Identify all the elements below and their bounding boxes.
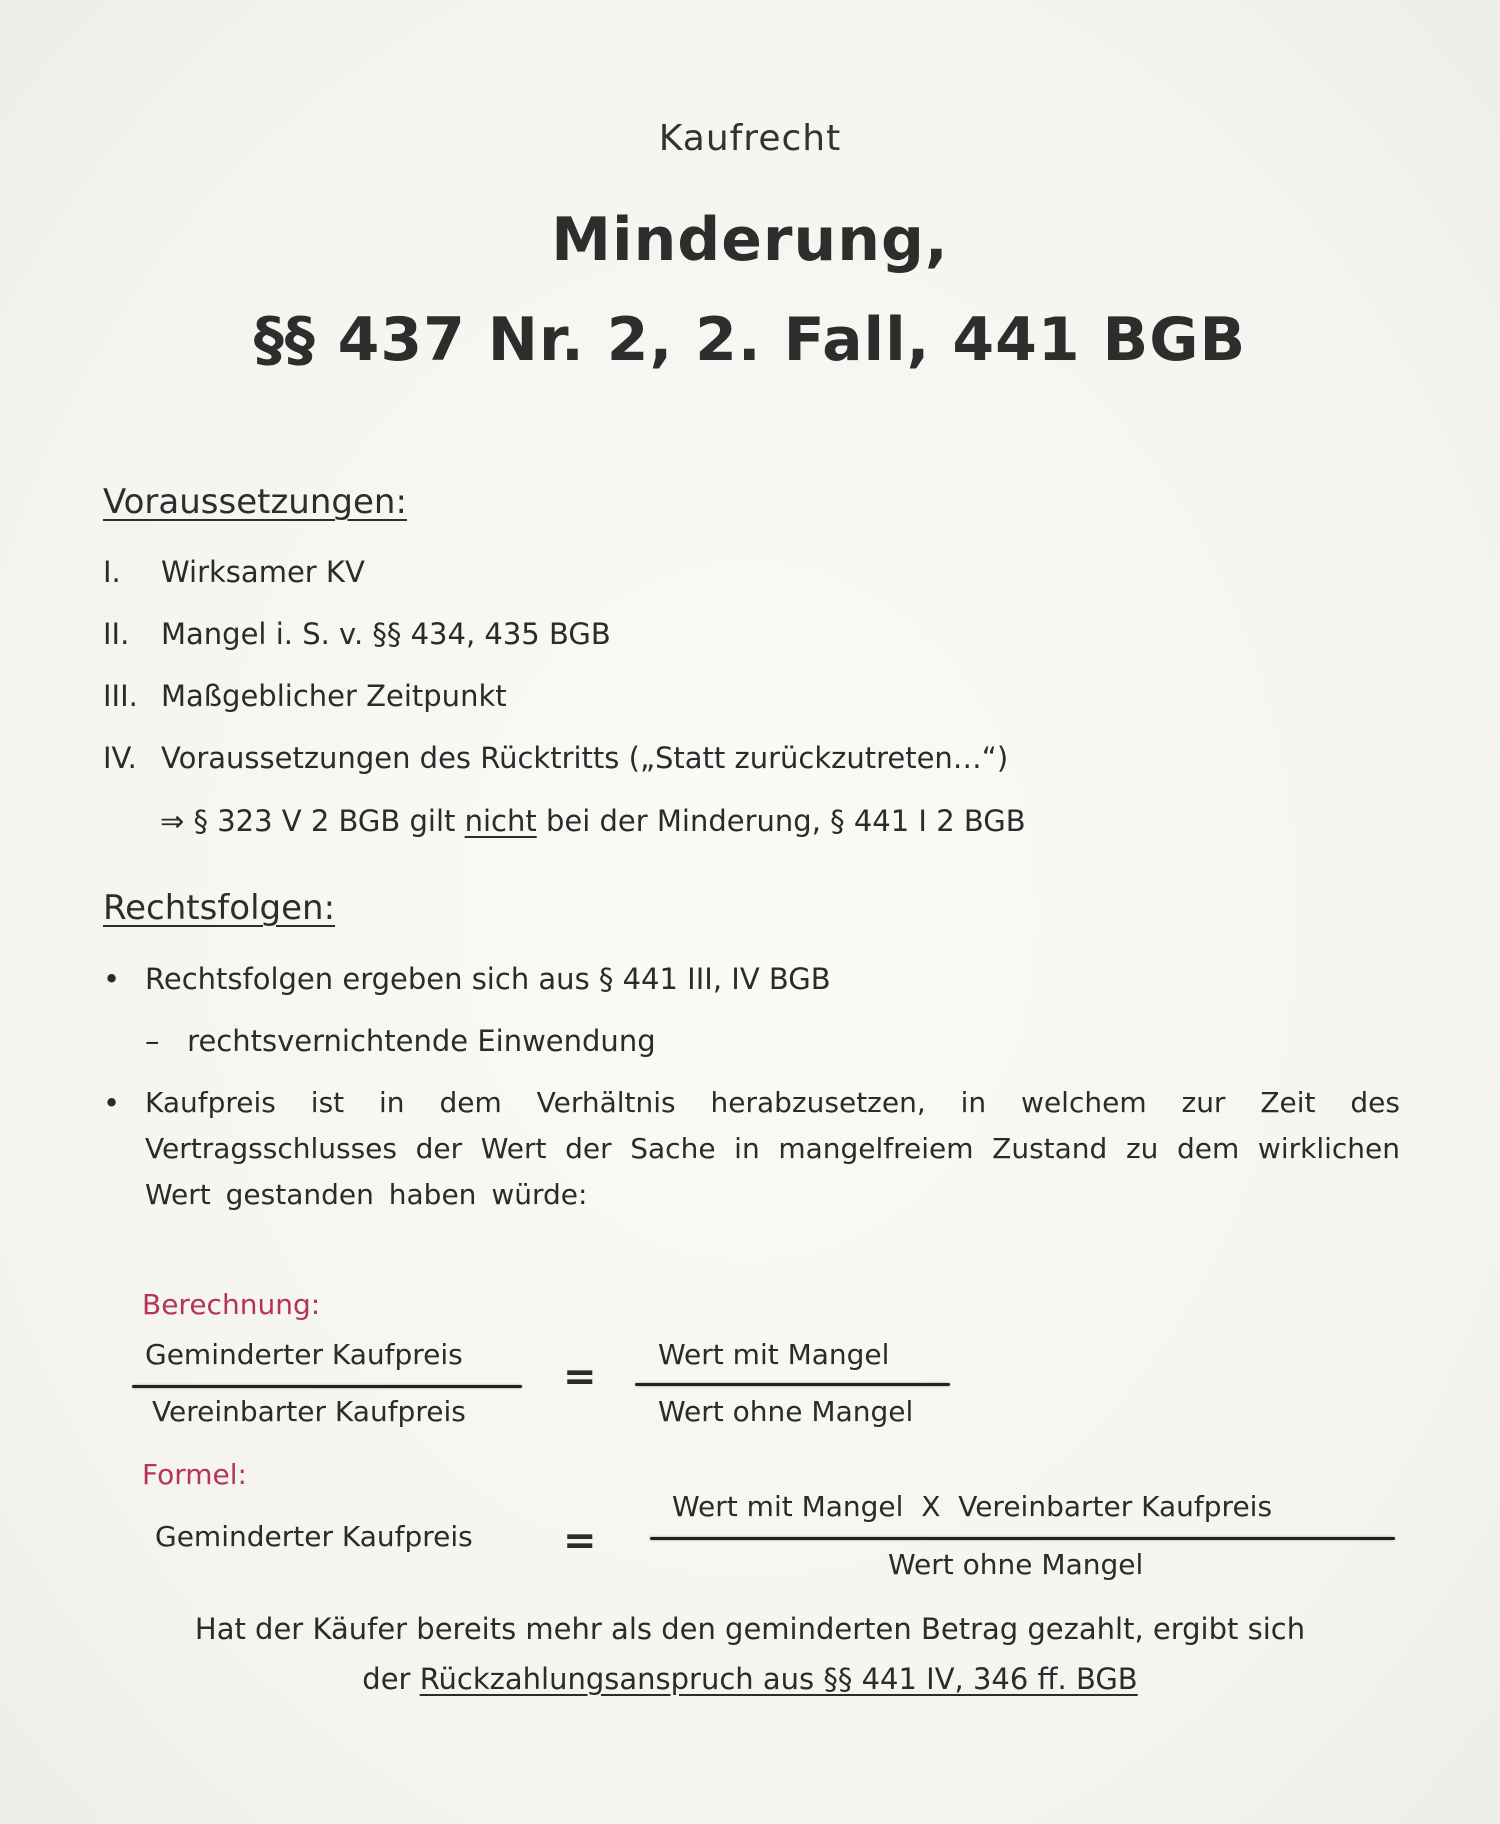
item-number: II. [103, 617, 130, 651]
voraussetzungen-heading: Voraussetzungen: [103, 482, 407, 522]
fraction-left-denominator: Vereinbarter Kaufpreis [152, 1395, 466, 1428]
formel-label: Formel: [142, 1458, 247, 1491]
list-item [103, 555, 365, 589]
item-text: Maßgeblicher Zeitpunkt [161, 679, 507, 713]
sub-item-text: rechtsvernichtende Einwendung [187, 1024, 656, 1058]
item-number: IV. [103, 741, 137, 775]
rueckzahlungsanspruch-reference: Rückzahlungsanspruch aus §§ 441 IV, 346 ff. BGB [419, 1662, 1138, 1696]
page-title: Minderung, [551, 205, 949, 275]
formula-lhs: Geminderter Kaufpreis [155, 1520, 473, 1553]
fraction-left-numerator: Geminderter Kaufpreis [145, 1338, 463, 1371]
note-prefix: ⇒ § 323 V 2 BGB gilt [160, 804, 465, 838]
sub-item [145, 1024, 656, 1058]
topic-label: Kaufrecht [658, 118, 842, 159]
fraction-bar [650, 1537, 1395, 1540]
list-item [103, 741, 1008, 775]
berechnung-label: Berechnung: [142, 1288, 321, 1321]
bullet-item [103, 962, 831, 996]
list-item [103, 617, 611, 651]
note-suffix: bei der Minderung, § 441 I 2 BGB [536, 804, 1026, 838]
note-line [160, 804, 1026, 838]
rechtsfolgen-heading: Rechtsfolgen: [103, 888, 336, 928]
closing-prefix: der [362, 1662, 420, 1696]
formula-numerator: Wert mit Mangel X Vereinbarter Kaufpreis [672, 1490, 1273, 1523]
page-title-citation: §§ 437 Nr. 2, 2. Fall, 441 BGB [253, 305, 1247, 375]
bullet-item [103, 1080, 1400, 1218]
list-item [103, 679, 507, 713]
item-number: I. [103, 555, 121, 589]
fraction-bar [635, 1383, 950, 1386]
fraction-right-denominator: Wert ohne Mangel [658, 1395, 914, 1428]
formula-denominator: Wert ohne Mangel [888, 1548, 1144, 1581]
closing-line-1: Hat der Käufer bereits mehr als den geminderten Betrag gezahlt, ergibt sich [194, 1612, 1306, 1646]
bullet-paragraph: Kaufpreis ist in dem Verhältnis herabzusetzen, in welchem zur Zeit des Vertragsschlusses der Wert der Sache in mangelfreiem Zustand zu dem wirklichen Wert gestanden haben würde: [145, 1086, 1400, 1211]
item-number: III. [103, 679, 138, 713]
bullet-icon: • [103, 1086, 121, 1120]
dash-icon: – [145, 1024, 160, 1058]
closing-line-2 [0, 1654, 1500, 1704]
fraction-bar [132, 1385, 522, 1388]
note-emphasis: nicht [464, 804, 537, 838]
bullet-icon: • [103, 962, 121, 996]
equals-sign: = [563, 1518, 597, 1564]
fraction-right-numerator: Wert mit Mangel [658, 1338, 890, 1371]
equals-sign: = [563, 1354, 597, 1400]
item-text: Mangel i. S. v. §§ 434, 435 BGB [161, 617, 611, 651]
bullet-text: Rechtsfolgen ergeben sich aus § 441 III, IV BGB [145, 962, 831, 996]
item-text: Voraussetzungen des Rücktritts („Statt zurückzutreten…“) [161, 741, 1009, 775]
item-text: Wirksamer KV [161, 555, 365, 589]
